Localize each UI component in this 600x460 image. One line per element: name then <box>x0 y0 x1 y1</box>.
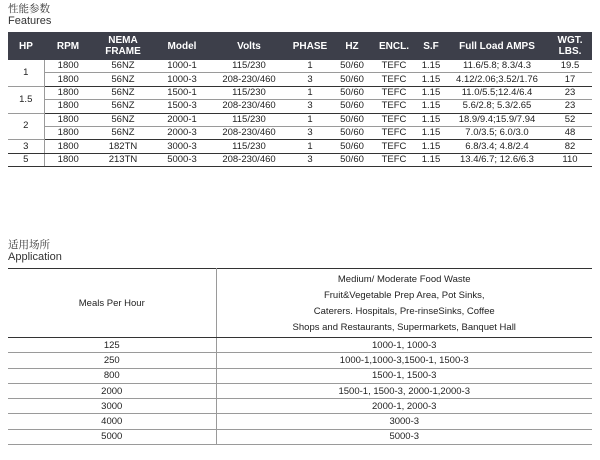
table-cell: 50/60 <box>332 140 372 153</box>
table-cell: 1.15 <box>416 153 446 166</box>
table-cell: 1800 <box>44 60 92 73</box>
table-cell: 18.9/9.4;15.9/7.94 <box>446 113 548 126</box>
table-cell: 13.4/6.7; 12.6/6.3 <box>446 153 548 166</box>
table-cell: 56NZ <box>92 73 154 86</box>
table-cell: 1800 <box>44 100 92 113</box>
table-row <box>8 86 592 99</box>
header-nema-frame: NEMA FRAME <box>92 32 154 60</box>
table-row <box>8 414 592 429</box>
table-cell: 52 <box>548 113 592 126</box>
table-cell: 23 <box>548 100 592 113</box>
table-cell: 1.15 <box>416 73 446 86</box>
table-cell: 1800 <box>44 126 92 139</box>
header-hp: HP <box>8 32 44 60</box>
meals-cell: 2000 <box>8 383 216 398</box>
hp-cell: 2 <box>8 113 44 140</box>
table-row <box>8 73 592 86</box>
features-table <box>8 32 592 167</box>
table-cell: 50/60 <box>332 153 372 166</box>
meals-per-hour-header: Meals Per Hour <box>8 269 216 338</box>
table-cell: 115/230 <box>210 60 288 73</box>
table-cell: 1.15 <box>416 126 446 139</box>
header-line: Caterers. Hospitals, Pre-rinseSinks, Coffee <box>313 306 495 317</box>
table-row <box>8 399 592 414</box>
table-cell: 56NZ <box>92 86 154 99</box>
table-cell: 208-230/460 <box>210 153 288 166</box>
table-cell: 56NZ <box>92 113 154 126</box>
table-cell: 11.0/5.5;12.4/6.4 <box>446 86 548 99</box>
table-row <box>8 60 592 73</box>
table-cell: 11.6/5.8; 8.3/4.3 <box>446 60 548 73</box>
food-waste-header <box>216 269 592 338</box>
table-cell: 208-230/460 <box>210 100 288 113</box>
table-row <box>8 100 592 113</box>
table-cell: 1500-3 <box>154 100 210 113</box>
table-cell: 82 <box>548 140 592 153</box>
table-cell: 1 <box>288 140 332 153</box>
application-title-cn: 适用场所 <box>8 239 50 251</box>
table-cell: 23 <box>548 86 592 99</box>
table-cell: 17 <box>548 73 592 86</box>
header-phase: PHASE <box>288 32 332 60</box>
meals-cell: 3000 <box>8 399 216 414</box>
table-cell: TEFC <box>372 113 416 126</box>
table-cell: 5.6/2.8; 5.3/2.65 <box>446 100 548 113</box>
table-row <box>8 368 592 383</box>
table-cell: 115/230 <box>210 113 288 126</box>
table-cell: 19.5 <box>548 60 592 73</box>
header-volts: Volts <box>210 32 288 60</box>
application-table <box>8 268 592 445</box>
table-cell: 7.0/3.5; 6.0/3.0 <box>446 126 548 139</box>
hp-cell: 1.5 <box>8 86 44 113</box>
header-full-load-amps: Full Load AMPS <box>446 32 548 60</box>
application-title-en: Application <box>8 251 62 263</box>
features-header-row <box>8 32 592 60</box>
table-cell: 1800 <box>44 113 92 126</box>
table-cell: 3 <box>288 100 332 113</box>
header-rpm: RPM <box>44 32 92 60</box>
table-cell: 50/60 <box>332 100 372 113</box>
table-cell: TEFC <box>372 126 416 139</box>
table-cell: TEFC <box>372 86 416 99</box>
table-cell: 56NZ <box>92 100 154 113</box>
meals-cell: 5000 <box>8 429 216 444</box>
table-cell: 115/230 <box>210 140 288 153</box>
table-cell: 1800 <box>44 86 92 99</box>
table-cell: 2000-3 <box>154 126 210 139</box>
table-cell: 50/60 <box>332 73 372 86</box>
application-header-row <box>8 269 592 338</box>
table-cell: 1.15 <box>416 100 446 113</box>
meals-cell: 4000 <box>8 414 216 429</box>
table-cell: 1 <box>288 60 332 73</box>
features-title-en: Features <box>8 15 52 27</box>
header-weight: WGT. LBS. <box>548 32 592 60</box>
models-cell: 5000-3 <box>216 429 592 444</box>
table-cell: 208-230/460 <box>210 73 288 86</box>
header-line: Medium/ Moderate Food Waste <box>337 274 471 285</box>
table-cell: 3 <box>288 153 332 166</box>
table-cell: 3000-3 <box>154 140 210 153</box>
models-cell: 1000-1, 1000-3 <box>216 338 592 353</box>
table-cell: 50/60 <box>332 113 372 126</box>
table-row <box>8 153 592 166</box>
table-cell: 6.8/3.4; 4.8/2.4 <box>446 140 548 153</box>
table-cell: 1 <box>288 113 332 126</box>
hp-cell: 1 <box>8 60 44 86</box>
table-cell: 1800 <box>44 73 92 86</box>
table-cell: 1.15 <box>416 140 446 153</box>
table-cell: TEFC <box>372 60 416 73</box>
table-row <box>8 353 592 368</box>
table-cell: TEFC <box>372 73 416 86</box>
table-cell: 3 <box>288 126 332 139</box>
header-sf: S.F <box>416 32 446 60</box>
models-cell: 1500-1, 1500-3, 2000-1,2000-3 <box>216 383 592 398</box>
models-cell: 2000-1, 2000-3 <box>216 399 592 414</box>
table-cell: 1000-1 <box>154 60 210 73</box>
table-cell: 1800 <box>44 153 92 166</box>
table-cell: 1.15 <box>416 86 446 99</box>
table-cell: 56NZ <box>92 126 154 139</box>
table-cell: 50/60 <box>332 86 372 99</box>
meals-cell: 250 <box>8 353 216 368</box>
table-cell: 208-230/460 <box>210 126 288 139</box>
table-row <box>8 429 592 444</box>
table-row <box>8 338 592 353</box>
table-cell: 115/230 <box>210 86 288 99</box>
header-line: Shops and Restaurants, Supermarkets, Banquet Hall <box>292 322 516 333</box>
table-cell: 1.15 <box>416 60 446 73</box>
table-cell: 5000-3 <box>154 153 210 166</box>
table-row <box>8 140 592 153</box>
table-cell: 1000-3 <box>154 73 210 86</box>
table-cell: 50/60 <box>332 126 372 139</box>
table-cell: 50/60 <box>332 60 372 73</box>
hp-cell: 3 <box>8 140 44 153</box>
table-cell: 48 <box>548 126 592 139</box>
table-cell: 2000-1 <box>154 113 210 126</box>
table-row <box>8 126 592 139</box>
table-cell: TEFC <box>372 153 416 166</box>
table-row <box>8 113 592 126</box>
features-title-cn: 性能参数 <box>8 3 50 15</box>
table-cell: 1500-1 <box>154 86 210 99</box>
header-model: Model <box>154 32 210 60</box>
table-cell: 1800 <box>44 140 92 153</box>
table-cell: 1.15 <box>416 113 446 126</box>
header-hz: HZ <box>332 32 372 60</box>
table-cell: 4.12/2.06;3.52/1.76 <box>446 73 548 86</box>
table-cell: 56NZ <box>92 60 154 73</box>
table-cell: 3 <box>288 73 332 86</box>
models-cell: 1500-1, 1500-3 <box>216 368 592 383</box>
hp-cell: 5 <box>8 153 44 166</box>
table-cell: 110 <box>548 153 592 166</box>
models-cell: 1000-1,1000-3,1500-1, 1500-3 <box>216 353 592 368</box>
models-cell: 3000-3 <box>216 414 592 429</box>
table-cell: TEFC <box>372 140 416 153</box>
header-line: Fruit&Vegetable Prep Area, Pot Sinks, <box>323 290 485 301</box>
table-row <box>8 383 592 398</box>
table-cell: 213TN <box>92 153 154 166</box>
table-cell: 182TN <box>92 140 154 153</box>
meals-cell: 800 <box>8 368 216 383</box>
table-cell: TEFC <box>372 100 416 113</box>
meals-cell: 125 <box>8 338 216 353</box>
table-cell: 1 <box>288 86 332 99</box>
header-encl: ENCL. <box>372 32 416 60</box>
